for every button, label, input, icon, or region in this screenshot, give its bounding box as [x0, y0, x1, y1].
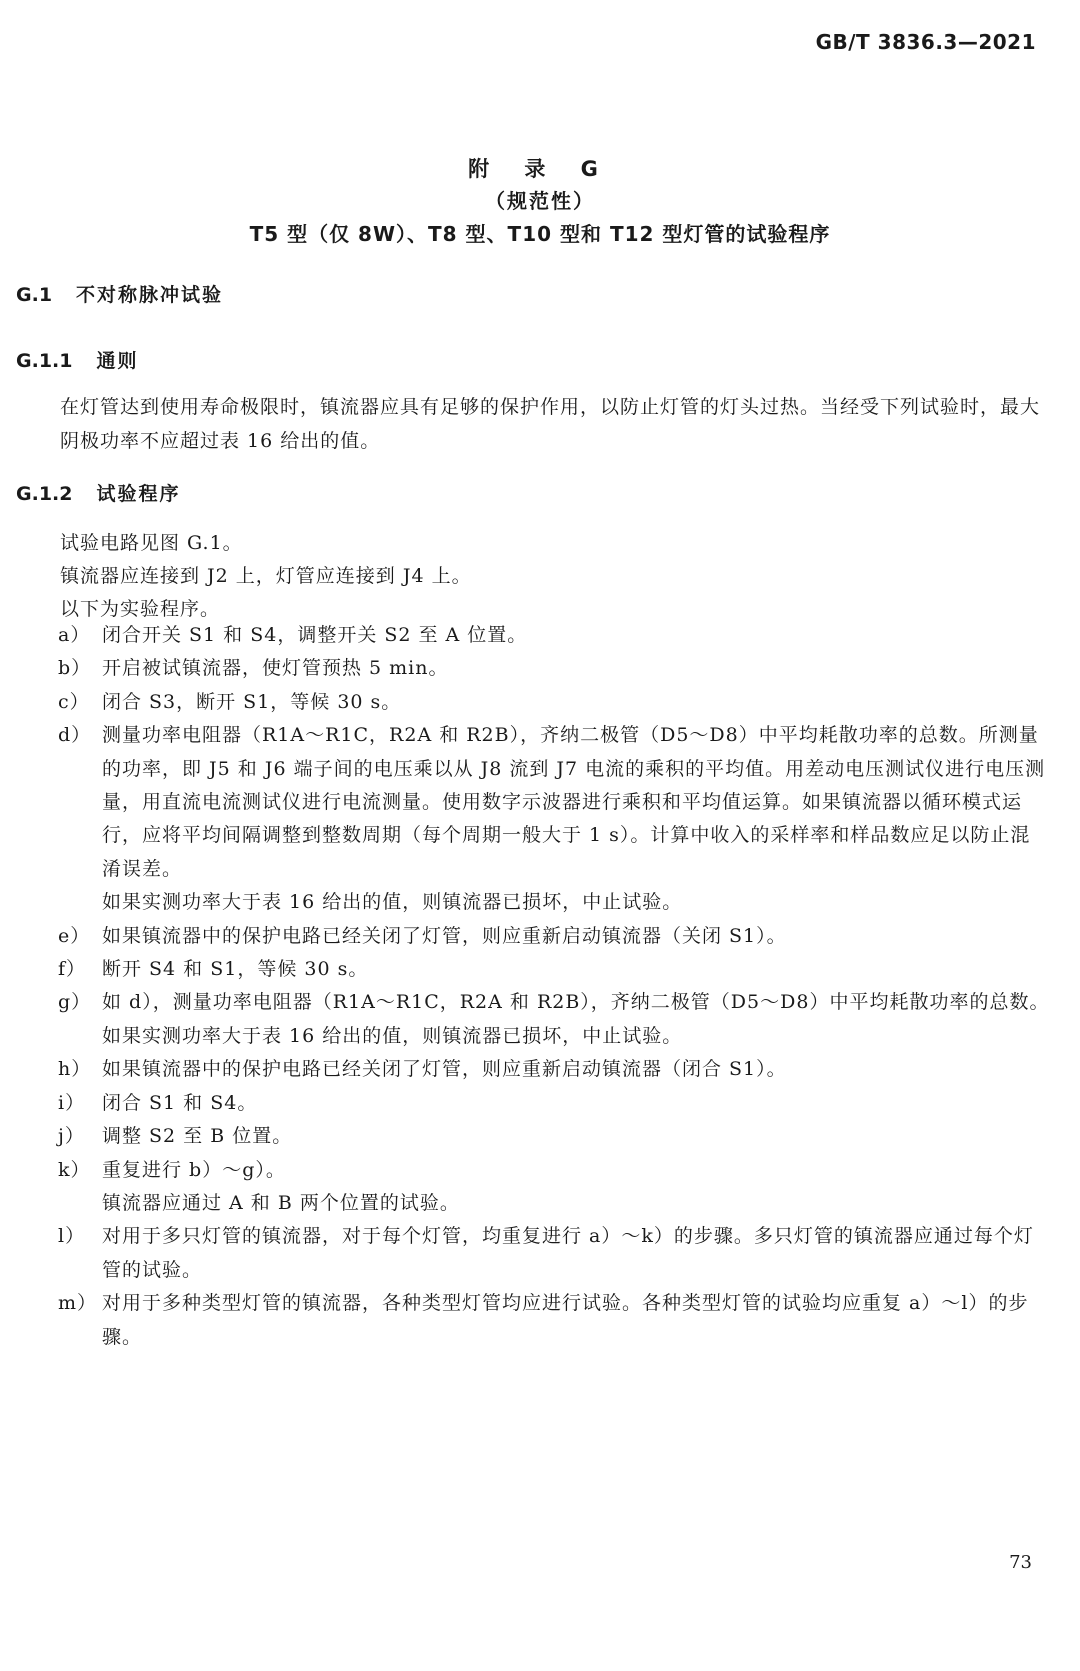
annex-type: （规范性） [485, 189, 595, 213]
procedure-steps [58, 619, 1050, 1354]
step-marker: g） [58, 991, 92, 1014]
step-text: 开启被试镇流器，使灯管预热 5 min。 [102, 657, 449, 680]
annex-title: 附 录 G [468, 157, 612, 181]
section-title: 不对称脉冲试验 [76, 284, 224, 306]
step-text: 对用于多种类型灯管的镇流器，各种类型灯管均应进行试验。各种类型灯管的试验均应重复 a）～l）的步骤。 [102, 1292, 1029, 1348]
list-item [58, 986, 1050, 1053]
step-marker: b） [58, 657, 92, 680]
list-item [58, 1220, 1050, 1287]
list-item [58, 920, 1050, 953]
section-title: 试验程序 [96, 483, 181, 505]
intro-line: 试验电路见图 G.1。 [60, 532, 243, 554]
step-text: 闭合开关 S1 和 S4，调整开关 S2 至 A 位置。 [102, 624, 528, 646]
step-marker: l） [58, 1225, 86, 1248]
step-text: 重复进行 b）～g）。 [102, 1158, 286, 1181]
step-marker: c） [58, 690, 90, 713]
section-number: G.1.1 [16, 350, 73, 372]
step-marker: d） [58, 724, 92, 747]
step-marker: h） [58, 1058, 92, 1081]
section-g12-heading [16, 479, 181, 506]
list-item [58, 686, 1050, 719]
step-marker: m） [58, 1292, 98, 1315]
section-number: G.1 [16, 284, 53, 306]
section-g11-text: 在灯管达到使用寿命极限时，镇流器应具有足够的保护作用，以防止灯管的灯头过热。当经受下列试验时，最大阴极功率不应超过表 16 给出的值。 [60, 396, 1041, 452]
step-marker: j） [58, 1125, 85, 1148]
step-text: 调整 S2 至 B 位置。 [102, 1125, 293, 1148]
annex-subject: T5 型（仅 8W）、T8 型、T10 型和 T12 型灯管的试验程序 [249, 222, 831, 246]
section-number: G.1.2 [16, 483, 73, 505]
page-number: 73 [1009, 1552, 1032, 1573]
step-marker: i） [58, 1091, 86, 1114]
step-text: 如果实测功率大于表 16 给出的值，则镇流器已损坏，中止试验。 [102, 1024, 683, 1047]
section-g1-heading [16, 280, 223, 307]
list-item [58, 652, 1050, 685]
intro-line: 以下为实验程序。 [60, 598, 221, 620]
list-item [58, 619, 1050, 652]
step-text: 如果镇流器中的保护电路已经关闭了灯管，则应重新启动镇流器（关闭 S1）。 [102, 924, 787, 947]
step-text: 如果实测功率大于表 16 给出的值，则镇流器已损坏，中止试验。 [102, 891, 683, 914]
list-item [58, 953, 1050, 986]
list-item [58, 719, 1050, 919]
step-text: 镇流器应通过 A 和 B 两个位置的试验。 [102, 1191, 460, 1214]
step-text: 测量功率电阻器（R1A～R1C，R2A 和 R2B），齐纳二极管（D5～D8）中平均耗散功率的总数。所测量的功率，即 J5 和 J6 端子间的电压乘以从 J8 流到 J7 电流的乘积的平均值。用差动电压测试仪进行电压测量，用直流电流测试仪进行电流测量。使用数字示波器进行乘积和平均值运算。如果镇流器以循环模式运行，应将平均间隔调整到整数周期（每个周期一般大于 1 s）。计算中收入的采样率和样品数应足以防止混淆误差。 [102, 724, 1046, 880]
step-text: 如 d），测量功率电阻器（R1A～R1C，R2A 和 R2B），齐纳二极管（D5～D8）中平均耗散功率的总数。 [102, 991, 1050, 1014]
step-marker: k） [58, 1158, 91, 1181]
standard-number: GB/T 3836.3—2021 [815, 30, 1036, 54]
list-item [58, 1087, 1050, 1120]
list-item [58, 1287, 1050, 1354]
step-marker: a） [58, 624, 91, 646]
list-item [58, 1120, 1050, 1153]
intro-line: 镇流器应连接到 J2 上，灯管应连接到 J4 上。 [60, 565, 472, 587]
section-g11-heading [16, 346, 139, 373]
step-text: 闭合 S3，断开 S1，等候 30 s。 [102, 690, 402, 713]
section-title: 通则 [96, 350, 139, 372]
step-text: 闭合 S1 和 S4。 [102, 1091, 258, 1114]
step-text: 如果镇流器中的保护电路已经关闭了灯管，则应重新启动镇流器（闭合 S1）。 [102, 1058, 787, 1081]
step-marker: f） [58, 958, 87, 981]
step-text: 断开 S4 和 S1，等候 30 s。 [102, 958, 369, 981]
step-marker: e） [58, 924, 91, 947]
step-text: 对用于多只灯管的镇流器，对于每个灯管，均重复进行 a）～k）的步骤。多只灯管的镇流器应通过每个灯管的试验。 [102, 1225, 1034, 1281]
list-item [58, 1154, 1050, 1221]
list-item [58, 1053, 1050, 1086]
